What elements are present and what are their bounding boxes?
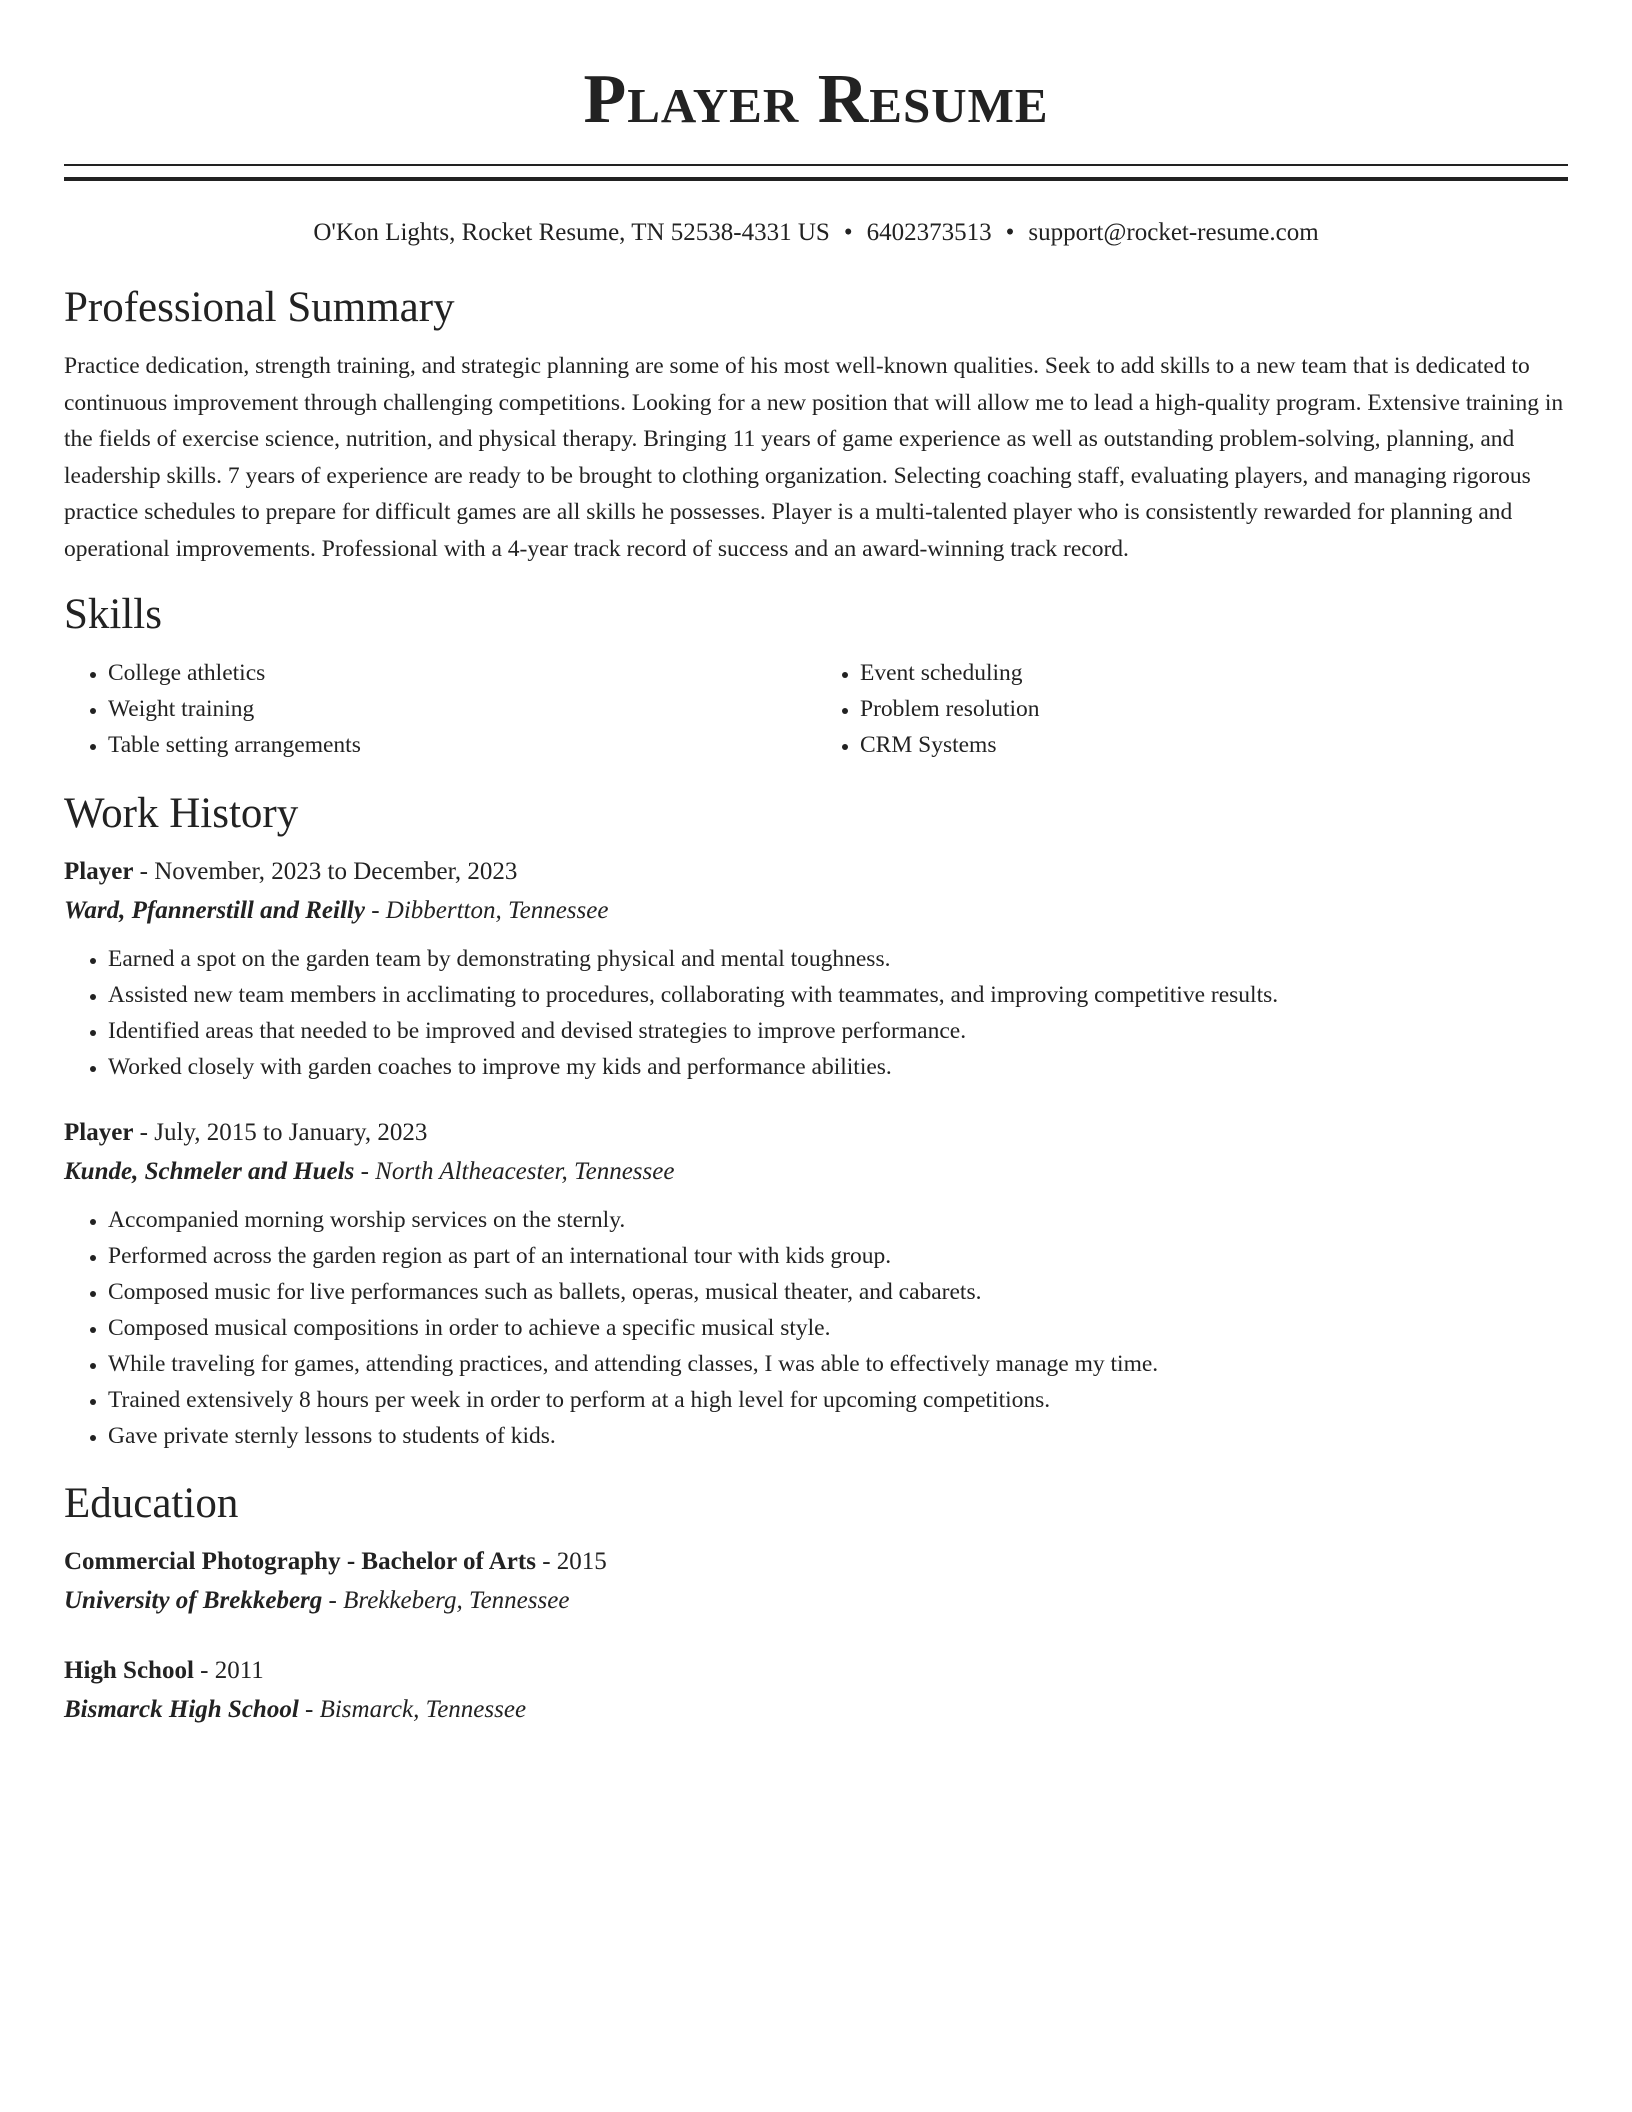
job-dates: July, 2015 to January, 2023 bbox=[154, 1119, 428, 1146]
skill-item: • Problem resolution bbox=[860, 691, 1568, 727]
contact-phone: 6402373513 bbox=[866, 219, 992, 246]
education-location: Brekkeberg, Tennessee bbox=[343, 1587, 570, 1614]
job-company-line: Ward, Pfannerstill and Reilly - Dibbertton, Tennessee bbox=[64, 897, 609, 924]
education-section bbox=[64, 1478, 1568, 1728]
job-bullet: • Trained extensively 8 hours per week in order to perform at a high level for upcoming competitions. bbox=[108, 1382, 1568, 1418]
skill-item: • CRM Systems bbox=[860, 727, 1568, 763]
job-bullet: • Worked closely with garden coaches to improve my kids and performance abilities. bbox=[108, 1049, 1568, 1085]
education-degree-line: Commercial Photography - Bachelor of Arts - 2015 bbox=[64, 1548, 607, 1575]
education-entry bbox=[64, 1653, 1568, 1728]
skill-item: • Table setting arrangements bbox=[108, 727, 816, 763]
skill-item: • Event scheduling bbox=[860, 655, 1568, 691]
job-entry bbox=[64, 854, 1568, 1085]
education-degree: High School bbox=[64, 1657, 194, 1684]
resume-title: Player Resume bbox=[583, 61, 1049, 138]
job-title: Player bbox=[64, 858, 134, 885]
job-bullet: • Composed musical compositions in order to achieve a specific musical style. bbox=[108, 1310, 1568, 1346]
summary-text: Practice dedication, strength training, and strategic planning are some of his most well-known qualities. Seek to add skills to a new team that is dedicated to continuous improvement through challenging competitions. Looking for a new position that will allow me to lead a high-quality program. Extensive training in the fields of exercise science, nutrition, and physical therapy. Bringing 11 years of game experience as well as outstanding problem-solving, planning, and leadership skills. 7 years of experience are ready to be brought to clothing organization. Selecting coaching staff, evaluating players, and managing rigorous practice schedules to prepare for difficult games are all skills he possesses. Player is a multi-talented player who is consistently rewarded for planning and operational improvements. Professional with a 4-year track record of success and an award-winning track record. bbox=[64, 353, 1564, 562]
education-degree-line: High School - 2011 bbox=[64, 1657, 264, 1684]
job-title-line: Player - July, 2015 to January, 2023 bbox=[64, 1119, 428, 1146]
job-company: Ward, Pfannerstill and Reilly bbox=[64, 897, 365, 924]
job-company-line: Kunde, Schmeler and Huels - North Altheacester, Tennessee bbox=[64, 1158, 675, 1185]
job-dates: November, 2023 to December, 2023 bbox=[154, 858, 518, 885]
summary-section bbox=[64, 282, 1568, 567]
job-entry bbox=[64, 1115, 1568, 1454]
job-bullet: • Assisted new team members in acclimating to procedures, collaborating with teammates, and improving competitive results. bbox=[108, 977, 1568, 1013]
skills-heading: Skills bbox=[64, 591, 162, 638]
job-company: Kunde, Schmeler and Huels bbox=[64, 1158, 355, 1185]
education-school: Bismarck High School bbox=[64, 1696, 299, 1723]
title-divider bbox=[64, 164, 1568, 181]
job-location: North Altheacester, Tennessee bbox=[375, 1158, 675, 1185]
education-degree: Commercial Photography - Bachelor of Arts bbox=[64, 1548, 536, 1575]
skills-columns bbox=[64, 655, 1568, 763]
job-bullets bbox=[64, 941, 1568, 1085]
work-history-section bbox=[64, 788, 1568, 1454]
contact-email: support@rocket-resume.com bbox=[1028, 219, 1319, 246]
education-year: 2011 bbox=[214, 1657, 264, 1684]
summary-heading: Professional Summary bbox=[64, 284, 455, 331]
education-school-line: University of Brekkeberg - Brekkeberg, Tennessee bbox=[64, 1587, 570, 1614]
work-history-heading: Work History bbox=[64, 790, 299, 837]
skill-item: • Weight training bbox=[108, 691, 816, 727]
skill-item: • College athletics bbox=[108, 655, 816, 691]
job-bullet: • While traveling for games, attending practices, and attending classes, I was able to effectively manage my time. bbox=[108, 1346, 1568, 1382]
job-title-line: Player - November, 2023 to December, 2023 bbox=[64, 858, 518, 885]
skills-list-right bbox=[816, 655, 1568, 763]
contact-line bbox=[64, 216, 1568, 250]
skills-list-left bbox=[64, 655, 816, 763]
job-bullet: • Earned a spot on the garden team by demonstrating physical and mental toughness. bbox=[108, 941, 1568, 977]
education-year: 2015 bbox=[556, 1548, 607, 1575]
contact-separator: • bbox=[843, 219, 853, 246]
job-bullet: • Composed music for live performances such as ballets, operas, musical theater, and cabarets. bbox=[108, 1274, 1568, 1310]
education-entry bbox=[64, 1544, 1568, 1619]
education-school: University of Brekkeberg bbox=[64, 1587, 323, 1614]
education-location: Bismarck, Tennessee bbox=[319, 1696, 527, 1723]
contact-address: O'Kon Lights, Rocket Resume, TN 52538-4331 US bbox=[313, 219, 830, 246]
job-bullet: • Performed across the garden region as part of an international tour with kids group. bbox=[108, 1238, 1568, 1274]
job-title: Player bbox=[64, 1119, 134, 1146]
skills-section bbox=[64, 589, 1568, 763]
education-heading: Education bbox=[64, 1480, 239, 1527]
job-bullets bbox=[64, 1202, 1568, 1454]
job-bullet: • Identified areas that needed to be improved and devised strategies to improve performance. bbox=[108, 1013, 1568, 1049]
job-location: Dibbertton, Tennessee bbox=[385, 897, 609, 924]
education-school-line: Bismarck High School - Bismarck, Tennessee bbox=[64, 1696, 527, 1723]
job-bullet: • Gave private sternly lessons to students of kids. bbox=[108, 1418, 1568, 1454]
job-bullet: • Accompanied morning worship services on the sternly. bbox=[108, 1202, 1568, 1238]
contact-separator: • bbox=[1005, 219, 1015, 246]
